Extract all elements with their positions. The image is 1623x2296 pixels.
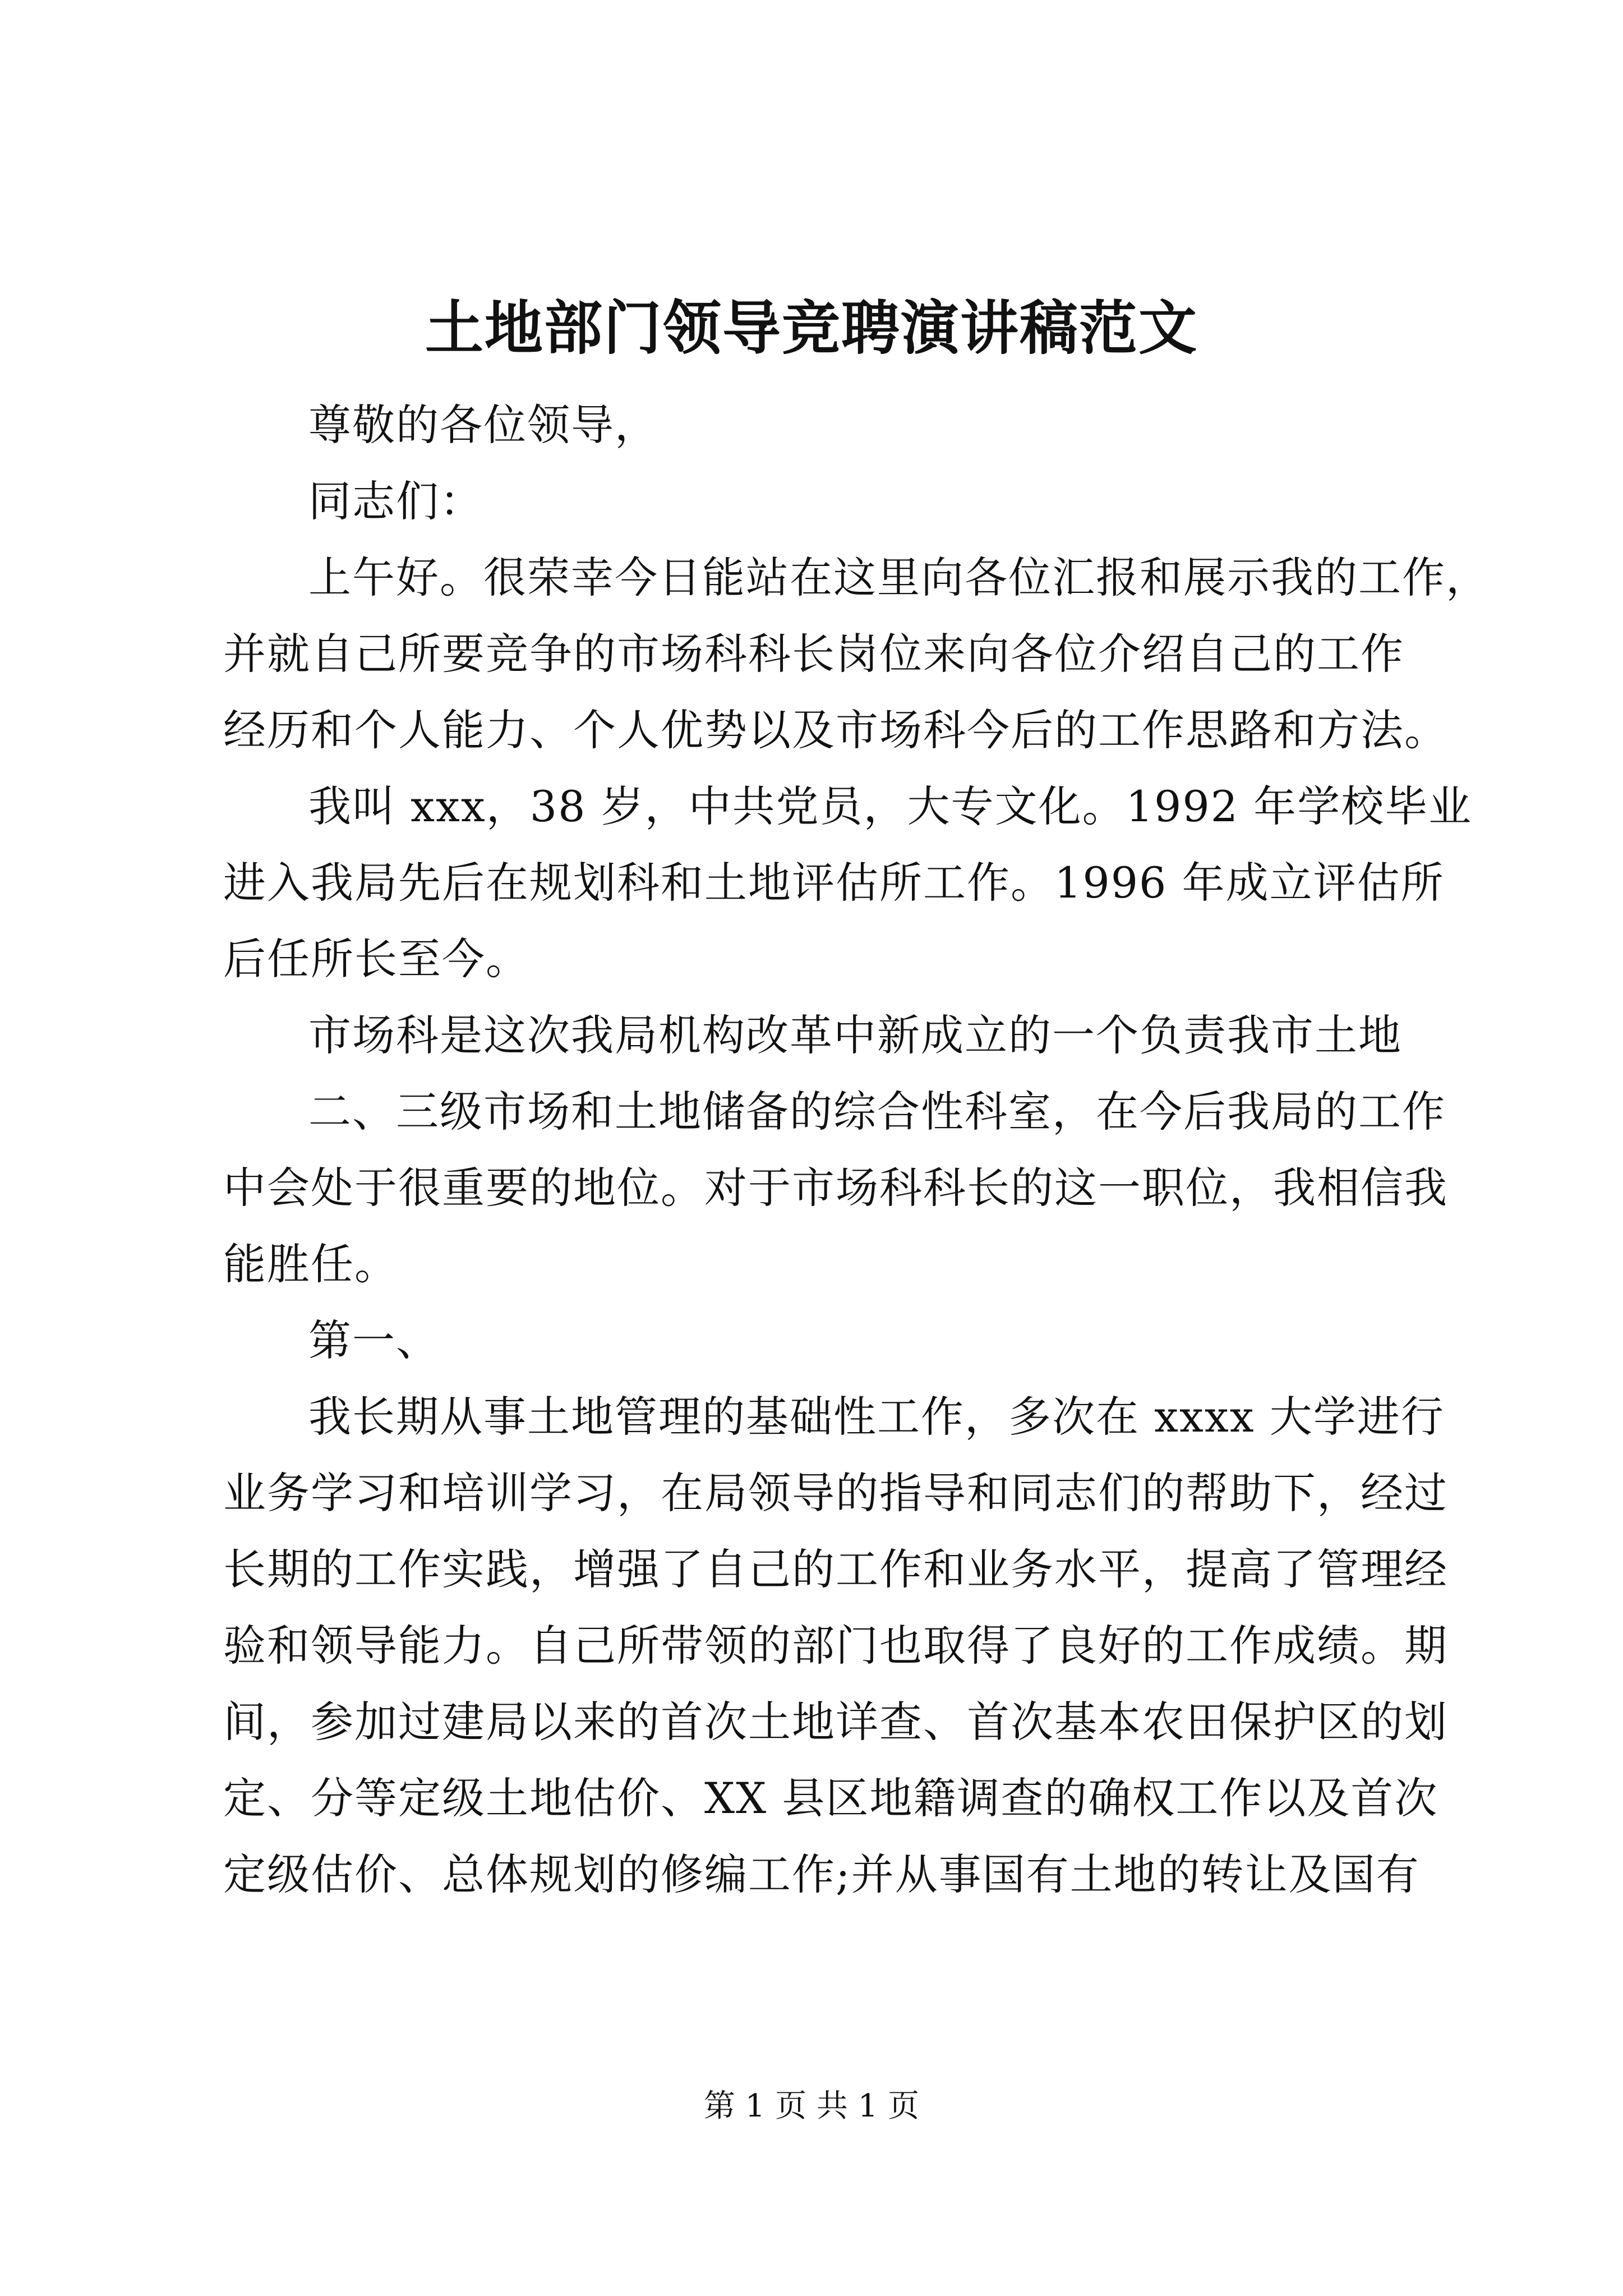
text-line: 上午好。很荣幸今日能站在这里向各位汇报和展示我的工作， xyxy=(308,553,1490,602)
text-line: 二、三级市场和土地储备的综合性科室，在今后我局的工作 xyxy=(308,1087,1446,1137)
text-line: 我长期从事土地管理的基础性工作，多次在 xxxx 大学进行 xyxy=(308,1392,1445,1442)
text-line: 后任所长至今。 xyxy=(223,934,529,984)
text-line: 长期的工作实践，增强了自己的工作和业务水平，提高了管理经 xyxy=(223,1544,1448,1594)
text-line: 验和领导能力。自己所带领的部门也取得了良好的工作成绩。期 xyxy=(223,1621,1448,1671)
text-line: 业务学习和培训学习，在局领导的指导和同志们的帮助下，经过 xyxy=(223,1468,1448,1518)
page-footer: 第 1 页 共 1 页 xyxy=(703,2088,920,2124)
text-line: 能胜任。 xyxy=(223,1239,398,1289)
text-line: 定级估价、总体规划的修编工作;并从事国有土地的转让及国有 xyxy=(223,1849,1420,1899)
text-line: 定、分等定级土地估价、XX 县区地籍调查的确权工作以及首次 xyxy=(223,1773,1438,1823)
text-line: 我叫 xxx，38 岁，中共党员，大专文化。1992 年学校毕业 xyxy=(308,781,1473,831)
text-line: 并就自己所要竞争的市场科科长岗位来向各位介绍自己的工作 xyxy=(223,629,1404,679)
document-title: 土地部门领导竞聘演讲稿范文 xyxy=(425,293,1198,362)
text-line: 进入我局先后在规划科和土地评估所工作。1996 年成立评估所 xyxy=(223,858,1445,908)
text-line: 同志们： xyxy=(308,476,483,526)
text-line: 中会处于很重要的地位。对于市场科科长的这一职位，我相信我 xyxy=(223,1163,1448,1213)
text-line: 尊敬的各位领导， xyxy=(308,400,658,450)
document-body xyxy=(223,387,1490,1913)
text-line: 市场科是这次我局机构改革中新成立的一个负责我市土地 xyxy=(308,1010,1402,1060)
text-line: 间，参加过建局以来的首次土地详查、首次基本农田保护区的划 xyxy=(223,1697,1448,1747)
text-line: 经历和个人能力、个人优势以及市场科今后的工作思路和方法。 xyxy=(223,705,1448,755)
text-line: 第一、 xyxy=(308,1315,440,1365)
